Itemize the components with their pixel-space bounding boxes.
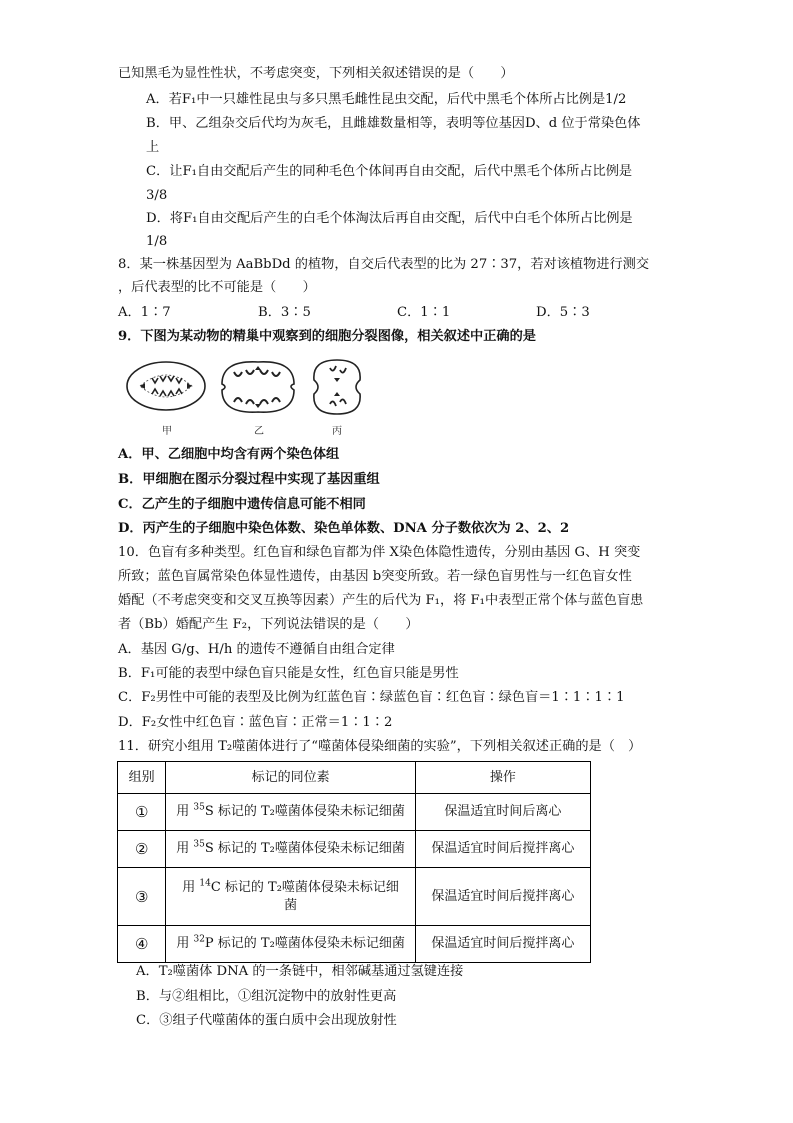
q11-stem: 11．研究小组用 T₂噬菌体进行了“噬菌体侵染细菌的实验”，下列相关叙述正确的是（ ） [118, 739, 642, 754]
q10-stem-2: 所致；蓝色盲属常染色体显性遗传，由基因 b突变所致。若一绿色盲男性与一红色盲女性 [118, 569, 632, 584]
q7-option-b-cont: 上 [146, 140, 160, 155]
fig-label-yi: 乙 [254, 426, 264, 437]
header-isotope: 标记的同位素 [166, 762, 415, 794]
q8-option-a[interactable]: A．1∶7 [118, 305, 171, 320]
table-row [118, 831, 591, 868]
q8-option-c[interactable]: C．1∶1 [397, 305, 451, 320]
row-group: ④ [118, 926, 166, 963]
q7-option-b[interactable]: B．甲、乙组杂交后代均为灰毛，且雌雄数量相等，表明等位基因D、d 位于常染色体 [146, 116, 641, 131]
row-isotope: 用 $^{14}$C 标记的 T₂噬菌体侵染未标记细 菌 [166, 868, 415, 926]
q7-option-c-cont: 3/8 [146, 188, 168, 203]
row-group: ③ [118, 868, 166, 926]
row-group: ① [118, 794, 166, 831]
q10-option-b[interactable]: B．F₁可能的表型中绿色盲只能是女性，红色盲只能是男性 [118, 666, 459, 681]
table-row [118, 926, 591, 963]
q9-option-c[interactable]: C．乙产生的子细胞中遗传信息可能不相同 [118, 497, 366, 512]
row-operation: 保温适宜时间后搅拌离心 [415, 831, 590, 868]
q7-stem: 已知黑毛为显性性状，不考虑突变，下列相关叙述错误的是（ ） [118, 66, 514, 81]
q10-stem-4: 者（Bb）婚配产生 F₂，下列说法错误的是（ ） [118, 617, 419, 632]
fig-label-bing: 丙 [332, 426, 342, 437]
row-operation: 保温适宜时间后离心 [415, 794, 590, 831]
q8-stem-cont: ，后代表型的比不可能是（ ） [118, 280, 316, 295]
q10-option-c[interactable]: C．F₂男性中可能的表型及比例为红蓝色盲∶绿蓝色盲∶红色盲∶绿色盲＝1∶1∶1∶1 [118, 690, 625, 705]
q11-option-c[interactable]: C．③组子代噬菌体的蛋白质中会出现放射性 [136, 1013, 397, 1028]
row-isotope: 用 $^{35}$S 标记的 T₂噬菌体侵染未标记细菌 [166, 831, 415, 868]
q9-option-a[interactable]: A．甲、乙细胞中均含有两个染色体组 [118, 447, 340, 462]
fig-label-jia: 甲 [162, 426, 172, 437]
row-operation: 保温适宜时间后搅拌离心 [415, 926, 590, 963]
q7-option-d-cont: 1/8 [146, 234, 168, 249]
q8-stem: 8．某一株基因型为 AaBbDd 的植物，自交后代表型的比为 27∶37，若对该植物进行测交 [118, 257, 650, 272]
row-isotope: 用 $^{32}$P 标记的 T₂噬菌体侵染未标记细菌 [166, 926, 415, 963]
q10-option-a[interactable]: A．基因 G/g、H/h 的遗传不遵循自由组合定律 [118, 642, 395, 657]
q7-option-d[interactable]: D．将F₁自由交配后产生的白毛个体淘汰后再自由交配，后代中白毛个体所占比例是 [146, 211, 633, 226]
cell-jia [127, 362, 205, 410]
header-operation: 操作 [415, 762, 590, 794]
row-isotope: 用 $^{35}$S 标记的 T₂噬菌体侵染未标记细菌 [166, 794, 415, 831]
experiment-table [117, 761, 591, 963]
table-row [118, 794, 591, 831]
row-group: ② [118, 831, 166, 868]
q10-stem-1: 10．色盲有多种类型。红色盲和绿色盲都为伴 X染色体隐性遗传，分别由基因 G、H 突变 [118, 545, 641, 560]
cell-bing [314, 360, 360, 414]
q10-option-d[interactable]: D．F₂女性中红色盲∶蓝色盲∶正常＝1∶1∶2 [118, 715, 393, 730]
q9-option-d[interactable]: D．丙产生的子细胞中染色体数、染色单体数、DNA 分子数依次为 2、2、2 [118, 521, 570, 536]
q11-option-a[interactable]: A．T₂噬菌体 DNA 的一条链中，相邻碱基通过氢键连接 [136, 964, 464, 979]
cell-yi [222, 362, 294, 412]
q7-option-a[interactable]: A．若F₁中一只雄性昆虫与多只黑毛雌性昆虫交配，后代中黑毛个体所占比例是1/2 [146, 92, 627, 107]
q7-option-c[interactable]: C．让F₁自由交配后产生的同种毛色个体间再自由交配，后代中黑毛个体所占比例是 [146, 164, 633, 179]
q8-option-b[interactable]: B．3∶5 [258, 305, 311, 320]
q8-option-d[interactable]: D．5∶3 [536, 305, 590, 320]
q11-option-b[interactable]: B．与②组相比，①组沉淀物中的放射性更高 [136, 989, 397, 1004]
row-operation: 保温适宜时间后搅拌离心 [415, 868, 590, 926]
table-row [118, 868, 591, 926]
table-header-row [118, 762, 591, 794]
q9-stem: 9．下图为某动物的精巢中观察到的细胞分裂图像，相关叙述中正确的是 [118, 329, 536, 344]
cell-division-figure [122, 354, 362, 440]
header-group: 组别 [118, 762, 166, 794]
q10-stem-3: 婚配（不考虑突变和交叉互换等因素）产生的后代为 F₁，将 F₁中表型正常个体与蓝色盲患 [118, 593, 644, 608]
q9-option-b[interactable]: B．甲细胞在图示分裂过程中实现了基因重组 [118, 472, 380, 487]
